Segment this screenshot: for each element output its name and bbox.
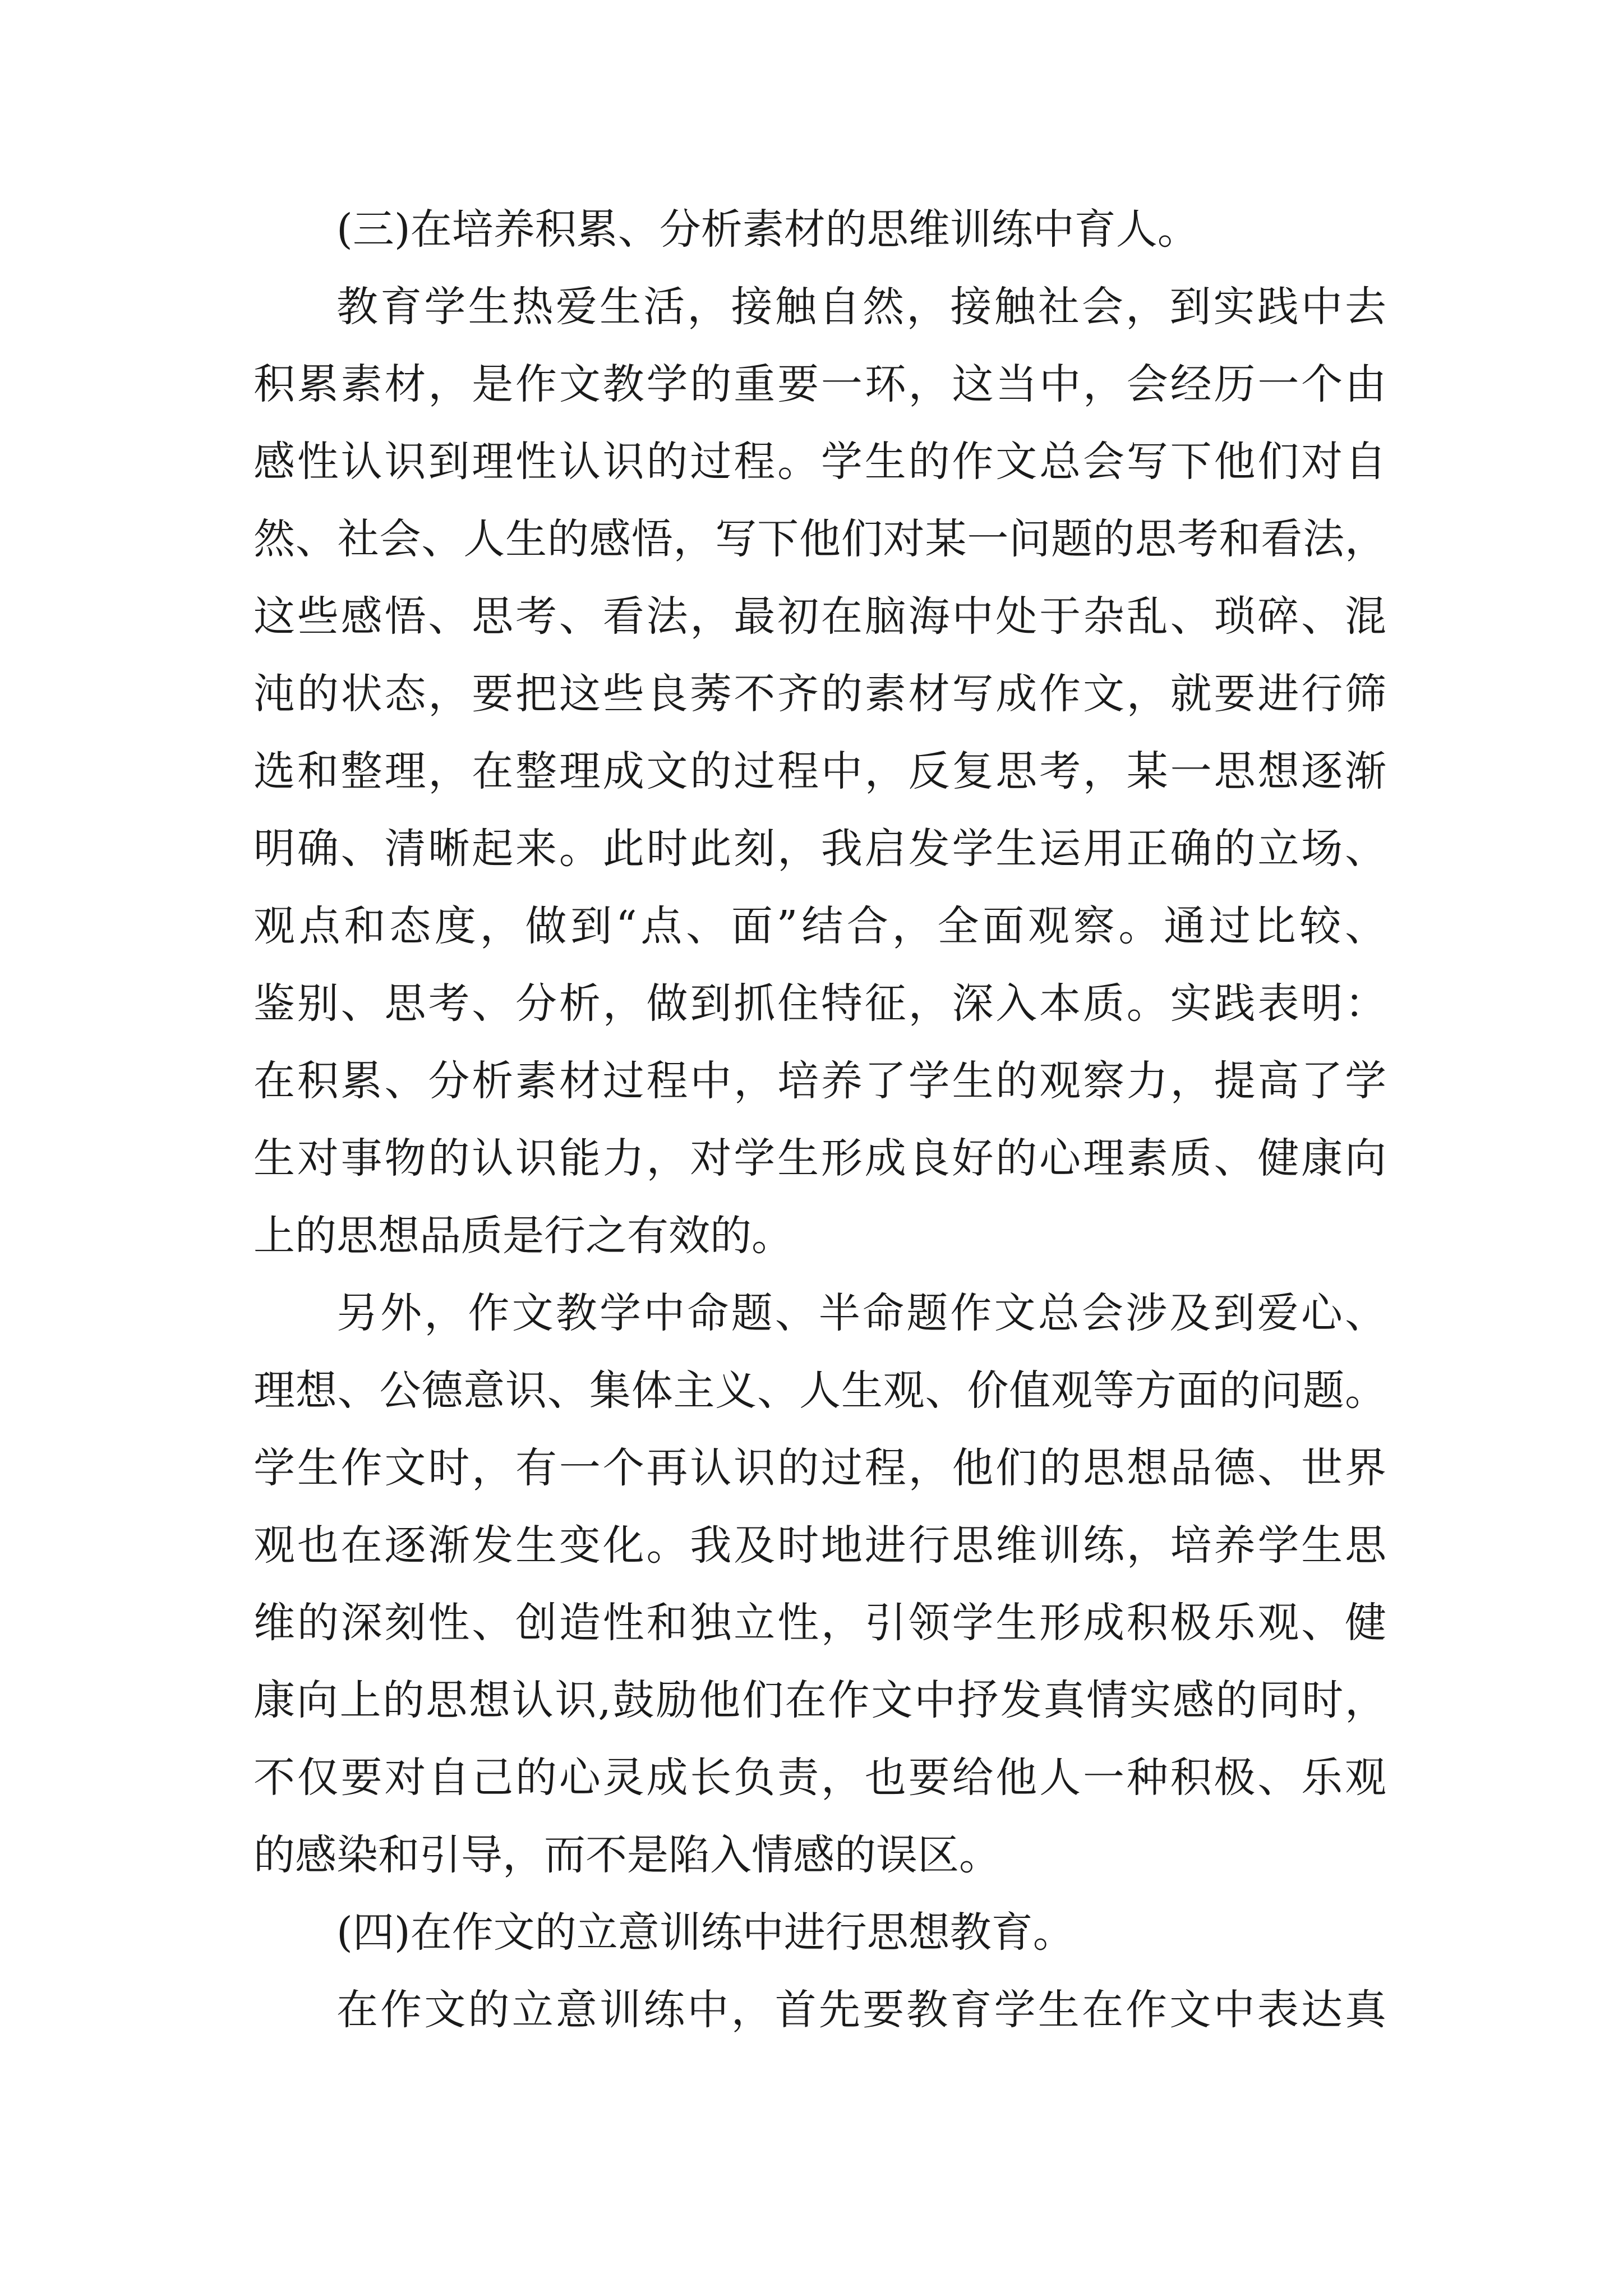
text-line: 观也在逐渐发生变化。我及时地进行思维训练，培养学生思	[253, 1521, 1386, 1570]
text-line: 的感染和引导，而不是陷入情感的误区。	[253, 1831, 1000, 1879]
text-line: 不仅要对自己的心灵成长负责，也要给他人一种积极、乐观	[253, 1754, 1386, 1802]
text-line: 鉴别、思考、分析，做到抓住特征，深入本质。实践表明：	[253, 979, 1386, 1028]
text-line: 上的思想品质是行之有效的。	[253, 1212, 793, 1260]
text-line: 在作文的立意训练中，首先要教育学生在作文中表达真	[336, 1986, 1386, 2034]
text-line: 观点和态度，做到“点、面”结合，全面观察。通过比较、	[253, 902, 1386, 950]
text-line: (三)在培养积累、分析素材的思维训练中育人。	[336, 205, 1199, 254]
text-line: 积累素材，是作文教学的重要一环，这当中，会经历一个由	[253, 360, 1386, 408]
text-line: 学生作文时，有一个再认识的过程，他们的思想品德、世界	[253, 1444, 1386, 1492]
text-line: 在积累、分析素材过程中，培养了学生的观察力，提高了学	[253, 1057, 1386, 1105]
text-line: 康向上的思想认识,鼓励他们在作文中抒发真情实感的同时，	[253, 1676, 1386, 1724]
text-line: 选和整理，在整理成文的过程中，反复思考，某一思想逐渐	[253, 747, 1386, 795]
text-line: 沌的状态，要把这些良莠不齐的素材写成作文，就要进行筛	[253, 670, 1386, 718]
text-line: 理想、公德意识、集体主义、人生观、价值观等方面的问题。	[253, 1366, 1386, 1415]
text-line: 另外，作文教学中命题、半命题作文总会涉及到爱心、	[336, 1289, 1386, 1337]
text-line: 明确、清晰起来。此时此刻，我启发学生运用正确的立场、	[253, 825, 1386, 873]
body-text	[253, 191, 1386, 2049]
text-line: 生对事物的认识能力，对学生形成良好的心理素质、健康向	[253, 1134, 1386, 1182]
text-line: 然、社会、人生的感悟，写下他们对某一问题的思考和看法，	[253, 515, 1386, 563]
text-line: 感性认识到理性认识的过程。学生的作文总会写下他们对自	[253, 438, 1386, 486]
text-line: 维的深刻性、创造性和独立性，引领学生形成积极乐观、健	[253, 1599, 1386, 1647]
text-line: 教育学生热爱生活，接触自然，接触社会，到实践中去	[336, 283, 1386, 331]
text-line: 这些感悟、思考、看法，最初在脑海中处于杂乱、琐碎、混	[253, 592, 1386, 641]
text-line: (四)在作文的立意训练中进行思想教育。	[336, 1908, 1075, 1957]
